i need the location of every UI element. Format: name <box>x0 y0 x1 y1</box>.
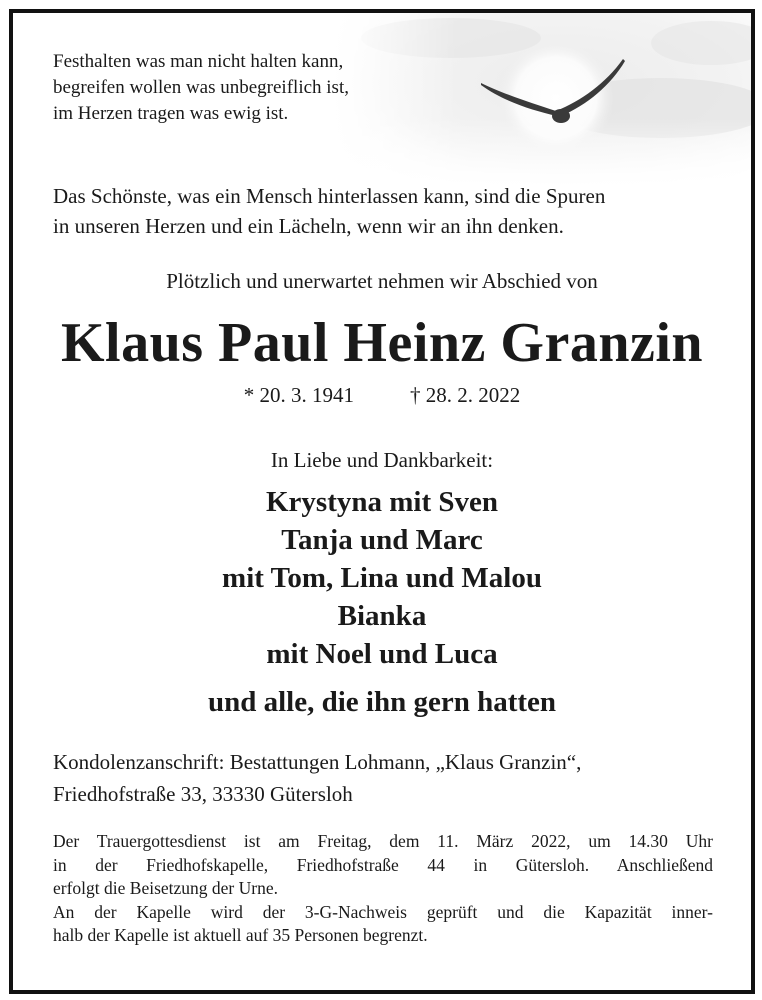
death-date: † 28. 2. 2022 <box>410 383 521 407</box>
mourner-line: mit Tom, Lina und Malou <box>222 562 542 594</box>
service-line: erfolgt die Beisetzung der Urne. <box>53 878 278 898</box>
mourner-line: mit Noel und Luca <box>266 638 498 670</box>
mourners-list <box>13 483 751 721</box>
mourner-line: Bianka <box>337 600 427 632</box>
birth-date: * 20. 3. 1941 <box>243 383 354 407</box>
deceased-name: Klaus Paul Heinz Granzin <box>60 312 704 374</box>
poem-line: im Herzen tragen was ewig ist. <box>53 103 289 124</box>
mourners-all: und alle, die ihn gern hatten <box>207 686 557 718</box>
mourner-line: Tanja und Marc <box>281 524 483 556</box>
quote-line: Das Schönste, was ein Mensch hinterlassen kann, sind die Spuren <box>53 184 606 208</box>
farewell-intro: Plötzlich und unerwartet nehmen wir Abschied von <box>166 269 598 293</box>
service-line: in der Friedhofskapelle, Friedhofstraße 44 in Gütersloh. Anschließend <box>53 854 713 875</box>
condolence-address <box>53 746 581 810</box>
poem-line: begreifen wollen was unbegreiflich ist, <box>53 77 349 98</box>
sky-bird-image <box>331 13 751 188</box>
service-line: An der Kapelle wird der 3-G-Nachweis geprüft und die Kapazität inner- <box>53 901 713 922</box>
service-info <box>53 830 713 948</box>
obituary-notice <box>9 9 755 994</box>
quote-line: in unseren Herzen und ein Lächeln, wenn wir an ihn denken. <box>53 214 564 238</box>
quote <box>53 181 605 241</box>
poem <box>53 49 349 127</box>
mourners-intro: In Liebe und Dankbarkeit: <box>270 448 494 472</box>
poem-line: Festhalten was man nicht halten kann, <box>53 51 344 72</box>
service-line: halb der Kapelle ist aktuell auf 35 Personen begrenzt. <box>53 925 428 945</box>
condolence-line: Friedhofstraße 33, 33330 Gütersloh <box>53 782 353 806</box>
condolence-line: Kondolenzanschrift: Bestattungen Lohmann, „Klaus Granzin“, <box>53 750 582 774</box>
life-dates <box>13 383 751 408</box>
mourner-line: Krystyna mit Sven <box>266 486 498 518</box>
service-line: Der Trauergottesdienst ist am Freitag, dem 11. März 2022, um 14.30 Uhr <box>53 831 713 851</box>
